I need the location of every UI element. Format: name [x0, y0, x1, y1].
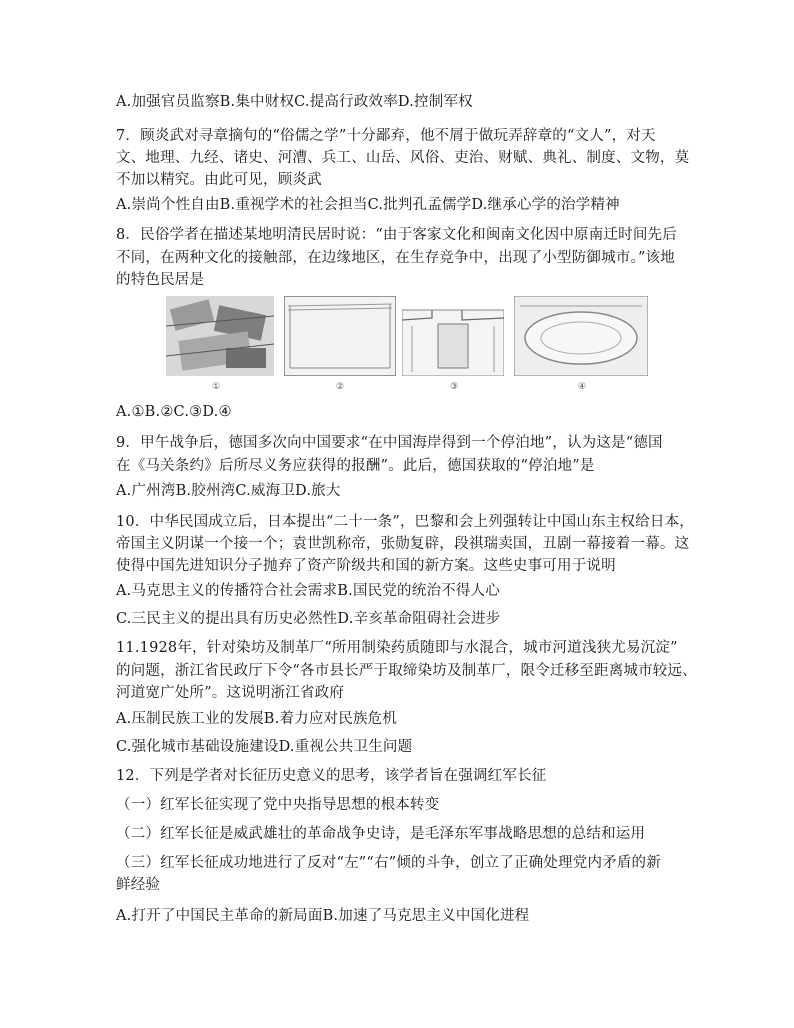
question-10-line-2: 帝国主义阴谋一个接一个；袁世凯称帝，张勋复辟，段祺瑞卖国，丑剧一幕接着一幕。这	[116, 536, 690, 552]
question-8-line-2: 不同，在两种文化的接触部，在边缘地区，在生存竞争中，出现了小型防御城市。”该地	[116, 250, 675, 266]
question-8-line-1: 8．民俗学者在描述某地明清民居时说：“由于客家文化和闽南文化因中原南迁时间先后	[116, 227, 677, 243]
photo-1-caption: ①	[212, 382, 221, 392]
question-11-line-1: 11.1928年，针对染坊及制革厂“所用制染药质随即与水混合，城市河道浅狭尤易沉淀”	[116, 640, 678, 656]
photo-2-caption: ②	[336, 382, 345, 392]
options-q7: A.崇尚个性自由B.重视学术的社会担当C.批判孔孟儒学D.继承心学的治学精神	[116, 197, 620, 213]
question-11-line-2: 的问题，浙江省民政厅下令“各市县长严于取缔染坊及制革厂，限令迁移至距离城市较远、	[116, 663, 697, 679]
photo-4	[514, 296, 648, 376]
options-q11-ab: A.压制民族工业的发展B.着力应对民族危机	[116, 711, 398, 727]
options-q10-cd: C.三民主义的提出具有历史必然性D.辛亥革命阻碍社会进步	[116, 611, 501, 627]
photo-1	[166, 296, 274, 376]
options-q11-cd: C.强化城市基础设施建设D.重视公共卫生问题	[116, 739, 413, 755]
question-12-item-2: （二）红军长征是威武雄壮的革命战争史诗，是毛泽东军事战略思想的总结和运用	[116, 826, 646, 842]
question-7-line-1: 7．顾炎武对寻章摘句的“俗儒之学”十分鄙弃，他不屑于做玩弄辞章的“文人”，对天	[116, 128, 656, 144]
question-12-item-3: （三）红军长征成功地进行了反对“左”“右”倾的斗争，创立了正确处理党内矛盾的新	[116, 855, 661, 871]
question-10-line-3: 使得中国先进知识分子抛弃了资产阶级共和国的新方案。这些史事可用于说明	[116, 558, 616, 574]
question-9-line-2: 在《马关条约》后所尽义务应获得的报酬”。此后，德国获取的“停泊地”是	[116, 458, 595, 474]
photo-2	[284, 296, 396, 376]
options-q8: A.①B.②C.③D.④	[116, 404, 232, 420]
question-7-line-2: 文、地理、九经、诸史、河漕、兵工、山岳、风俗、吏治、财赋、典礼、制度、文物，莫	[116, 150, 690, 166]
options-q9: A.广州湾B.胶州湾C.威海卫D.旅大	[116, 483, 341, 499]
question-10-line-1: 10．中华民国成立后，日本提出“二十一条”，巴黎和会上列强转让中国山东主权给日本，	[116, 514, 694, 530]
question-12-item-3-cont: 鲜经验	[116, 877, 161, 893]
options-q6: A.加强官员监察B.集中财权C.提高行政效率D.控制军权	[116, 94, 473, 110]
question-9-line-1: 9．甲午战争后，德国多次向中国要求“在中国海岸得到一个停泊地”，认为这是“德国	[116, 435, 663, 451]
question-11-line-3: 河道宽广处所”。这说明浙江省政府	[116, 685, 345, 701]
dwelling-photos	[166, 296, 648, 396]
photo-3-caption: ③	[450, 382, 459, 392]
question-7-line-3: 不加以精究。由此可见，顾炎武	[116, 172, 322, 188]
question-12-item-1: （一）红军长征实现了党中央指导思想的根本转变	[116, 797, 440, 813]
options-q12-ab: A.打开了中国民主革命的新局面B.加速了马克思主义中国化进程	[116, 908, 530, 924]
question-8-line-3: 的特色民居是	[116, 272, 205, 288]
question-12-stem: 12．下列是学者对长征历史意义的思考，该学者旨在强调红军长征	[116, 768, 547, 784]
photo-4-caption: ④	[578, 382, 587, 392]
photo-3	[402, 296, 504, 376]
options-q10-ab: A.马克思主义的传播符合社会需求B.国民党的统治不得人心	[116, 583, 500, 599]
